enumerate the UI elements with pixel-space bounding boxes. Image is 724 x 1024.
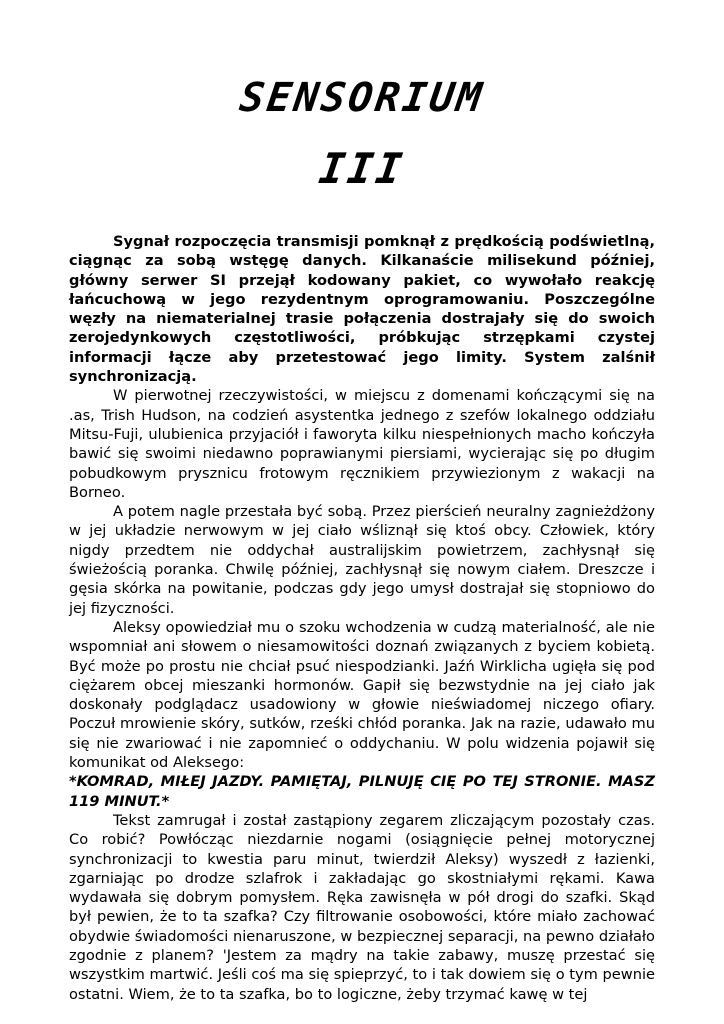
page-title: SENSORIUM [236, 75, 488, 121]
chapter-number: III [316, 144, 408, 193]
paragraph: A potem nagle przestała być sobą. Przez pierścień neuralny zagnieżdżony w jej układzie nerwowym w jej ciało wśliznął się ktoś obcy. Człowiek, który nigdy przedtem nie oddychał australijskim powietrzem, zachłysnął się świeżością poranka. Chwilę później, zachłysnął się nowym ciałem. Dreszcze i gęsia skórka na powitanie, podczas gdy jego umysł dostrajał się stopniowo do jej fizyczności. [69, 503, 655, 617]
paragraph: Aleksy opowiedział mu o szoku wchodzenia w cudzą materialność, ale nie wspomniał ani słowem o niesamowitości doznań związanych z byciem kobietą. Być może po prostu nie chciał psuć niespodzianki. Jaźń Wirklicha ugięła się pod ciężarem obcej mieszanki hormonów. Gapił się bezwstydnie na jej ciało jak doskonały podglądacz usadowiony w głowie nieświadomej niczego ofiary. Poczuł mrowienie skóry, sutków, rześki chłód poranka. Jak na razie, udawało mu się nie zwariować i nie zapomnieć o oddychaniu. W polu widzenia pojawił się komunikat od Aleksego: [69, 618, 655, 772]
body-text [69, 232, 655, 1004]
paragraph: Tekst zamrugał i został zastąpiony zegarem zliczającym pozostały czas. Co robić? Powłócząc niezdarnie nogami (osiągnięcie pełnej motorycznej synchronizacji to kwestia paru minut, twierdził Aleksy) wyszedł z łazienki, zgarniając po drodze szlafrok i zakładając go skostniałymi rękami. Kawa wydawała się dobrym pomysłem. Ręka zawisnęła w pół drogi do szafki. Skąd był pewien, że to ta szafka? Czy filtrowanie osobowości, które miało zachować obydwie świadomości nienaruszone, w bezpiecznej separacji, na pewno działało zgodnie z planem? 'Jestem za mądry na takie zabawy, muszę przestać się wszystkim martwić. Jeśli coś ma się spieprzyć, to i tak dowiem się o tym pewnie ostatni. Wiem, że to ta szafka, bo to logiczne, żeby trzymać kawę w tej [69, 811, 655, 1003]
message-line: *KOMRAD, MIŁEJ JAZDY. PAMIĘTAJ, PILNUJĘ CIĘ PO TEJ STRONIE. MASZ 119 MINUT.* [69, 773, 655, 810]
intro-paragraph: Sygnał rozpoczęcia transmisji pomknął z prędkością podświetlną, ciągnąc za sobą wstęgę danych. Kilkanaście milisekund później, główny serwer SI przejął kodowany pakiet, co wywołało reakcję łańcuchową w jego rezydentnym oprogramowaniu. Poszczególne węzły na niematerialnej trasie połączenia dostrajały się do swoich zerojedynkowych częstotliwości, próbkując strzępkami czystej informacji łącze aby przetestować jego limity. System zalśnił synchronizacją. [69, 233, 655, 386]
title-block [0, 62, 724, 204]
paragraph: W pierwotnej rzeczywistości, w miejscu z domenami kończącymi się na .as, Trish Hudson, na codzień asystentka jednego z szefów lokalnego oddziału Mitsu-Fuji, ulubienica przyjaciół i faworyta kilku niespełnionych macho kończyła bawić się swoimi niedawno poprawianymi piersiami, wycierając się po długim pobudkowym prysznicu frotowym ręcznikiem przywiezionym z wakacji na Borneo. [69, 387, 655, 501]
